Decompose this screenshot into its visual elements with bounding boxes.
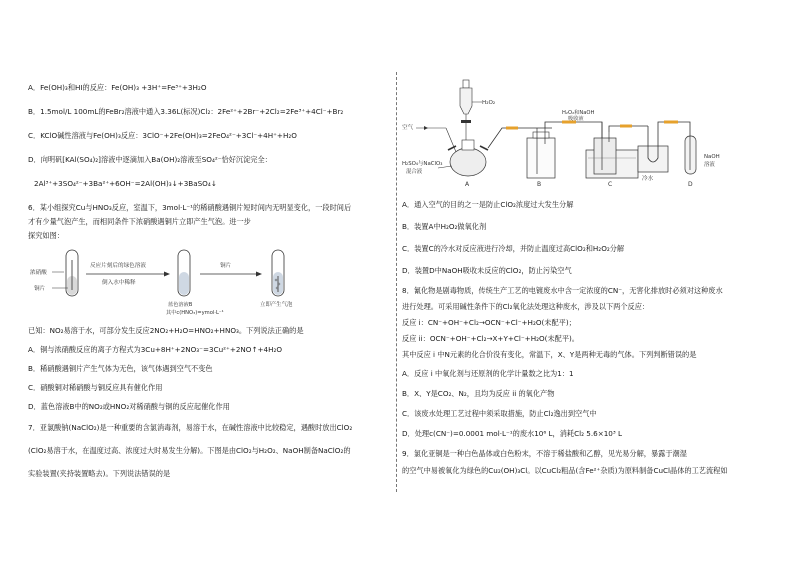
- option-a: A．Fe(OH)₃和HI的反应：Fe(OH)₃ +3H⁺=Fe³⁺+3H₂O: [28, 83, 207, 92]
- label-cold-water: 冷水: [642, 176, 654, 182]
- q8-reaction-2: 反应 ii：OCN⁻+OH⁻+Cl₂→X+Y+Cl⁻+H₂O(未配平)。: [402, 334, 579, 343]
- label-naoh-2: 溶液: [704, 162, 715, 168]
- q6-option-c: C．硝酸铜对稀硝酸与铜反应具有催化作用: [28, 383, 163, 392]
- label-c: C: [608, 181, 613, 188]
- q7-option-d: D．装置D中NaOH吸收未反应的ClO₂，防止污染空气: [402, 266, 572, 275]
- arrow1-top: 反应片刻后的绿色溶液: [90, 263, 146, 269]
- label-concentration: 其中c(HNO₃)=ymol·L⁻¹: [166, 310, 224, 316]
- label-blue-solution: 蓝色溶液B: [168, 302, 193, 308]
- q6-option-a: A．铜与浓硝酸反应的离子方程式为3Cu+8H⁺+2NO₃⁻=3Cu²⁺+2NO↑+4H₂O: [28, 345, 283, 354]
- option-c: C．KClO碱性溶液与Fe(OH)₃反应：3ClO⁻+2Fe(OH)₃=2FeO₄²⁻+3Cl⁻+4H⁺+H₂O: [28, 131, 297, 140]
- arrow2-top: 铜片: [220, 263, 232, 269]
- label-conc-acid: 浓硝酸: [30, 270, 47, 276]
- right-column: [402, 0, 774, 561]
- q8-option-d: D．处理c(CN⁻)=0.0001 mol·L⁻¹的废水10⁶ L，消耗Cl₂ 5.6×10³ L: [402, 429, 623, 438]
- q8-text-2: 进行处理。可采用碱性条件下的Cl₂氧化法处理这种废水，涉及以下两个反应：: [402, 302, 650, 311]
- option-d: D．向明矾[KAl(SO₄)₂]溶液中逐滴加入Ba(OH)₂溶液至SO₄²⁻恰好沉淀完全：: [28, 155, 272, 164]
- q7-option-a: A．通入空气的目的之一是防止ClO₂浓度过大发生分解: [402, 200, 574, 209]
- q7-option-c: C．装置C的冷水对反应液进行冷却，并防止温度过高ClO₂和H₂O₂分解: [402, 244, 625, 253]
- q6-known: 已知：NO₂易溶于水，可部分发生反应2NO₂+H₂O=HNO₂+HNO₃。下列说法正确的是: [28, 326, 304, 335]
- label-air: 空气: [402, 125, 414, 131]
- option-b: B．1.5mol/L 100mL的FeBr₂溶液中通入3.36L(标况)Cl₂：2Fe²⁺+2Br⁻+2Cl₂=2Fe³⁺+4Cl⁻+Br₂: [28, 107, 344, 116]
- q8-text-3: 其中反应 i 中N元素的化合价没有变化，常温下，X、Y是两种无毒的气体。下列判断错误的是: [402, 350, 697, 359]
- q9-text-1: 9．氯化亚铜是一种白色晶体或白色粉末，不溶于稀盐酸和乙醇，见光易分解，暴露于潮湿: [402, 449, 687, 458]
- option-d-equation: 2Al³⁺+3SO₄²⁻+3Ba²⁺+6OH⁻=2Al(OH)₃↓+3BaSO₄↓: [34, 179, 217, 188]
- tube2-liquid: [179, 272, 189, 295]
- q7-text-2: (ClO₂易溶于水，在温度过高、浓度过大时易发生分解)。下图是由ClO₂与H₂O₂、NaOH制备NaClO₂的: [28, 446, 351, 455]
- q8-option-b: B．X、Y是CO₂、N₂，且均为反应 ii 的氧化产物: [402, 389, 555, 398]
- label-mixture-2: 混合液: [406, 169, 423, 175]
- label-naoh: NaOH: [704, 154, 720, 160]
- left-column: [28, 0, 390, 561]
- column-divider: [396, 72, 397, 492]
- q6-text-1: 6．某小组探究Cu与HNO₃反应，室温下，3mol·L⁻¹的稀硝酸遇铜片短时间内无明显变化，一段时间后: [28, 203, 352, 212]
- label-h2o2: H₂O₂: [482, 100, 496, 106]
- label-d: D: [688, 181, 693, 188]
- q7-apparatus: [402, 76, 742, 190]
- label-copper-1: 铜片: [34, 286, 46, 292]
- label-a: A: [465, 181, 470, 188]
- q7-text-3: 实验装置(夹持装置略去)。下列说法错误的是: [28, 469, 171, 478]
- q8-option-c: C．该废水处理工艺过程中须采取措施，防止Cl₂逸出到空气中: [402, 409, 597, 418]
- label-absorbent: H₂O₂和NaOH: [562, 110, 595, 116]
- label-absorbent-2: 吸收液: [568, 116, 584, 122]
- q9-text-2: 的空气中易被氧化为绿色的Cu₂(OH)₃Cl。以CuCl₂粗品(含Fe²⁺杂质)为原料制备CuCl晶体的工艺流程如: [402, 466, 728, 475]
- q7-text-1: 7．亚氯酸钠(NaClO₂)是一种重要的含氯消毒剂，易溶于水，在碱性溶液中比较稳定，遇酸时放出ClO₂: [28, 423, 353, 432]
- label-b: B: [537, 181, 542, 188]
- q8-option-a: A．反应 i 中氧化剂与还原剂的化学计量数之比为1：1: [402, 369, 574, 378]
- q8-reaction-1: 反应 i：CN⁻+OH⁻+Cl₂→OCN⁻+Cl⁻+H₂O(未配平)；: [402, 318, 576, 327]
- label-bubbles: 立即产生气泡: [260, 302, 293, 308]
- label-mixture: H₂SO₄与NaClO₃: [402, 161, 443, 167]
- q6-text-2: 才有少量气泡产生，而相同条件下浓硝酸遇铜片立即产生气泡。进一步: [28, 217, 251, 226]
- q6-option-b: B．稀硝酸遇铜片产生气体为无色，该气体遇到空气不变色: [28, 364, 213, 373]
- q6-option-d: D．蓝色溶液B中的NO₂或HNO₂对稀硝酸与铜的反应起催化作用: [28, 402, 230, 411]
- q6-text-3: 探究如图：: [28, 231, 64, 240]
- q6-figure: [28, 246, 328, 322]
- arrow1-bottom: 倒入水中稀释: [102, 280, 136, 286]
- q8-text-1: 8．氰化物是剧毒物质，传统生产工艺的电镀废水中含一定浓度的CN⁻，无害化排放时必须对这种废水: [402, 286, 723, 295]
- q7-option-b: B．装置A中H₂O₂做氧化剂: [402, 222, 487, 231]
